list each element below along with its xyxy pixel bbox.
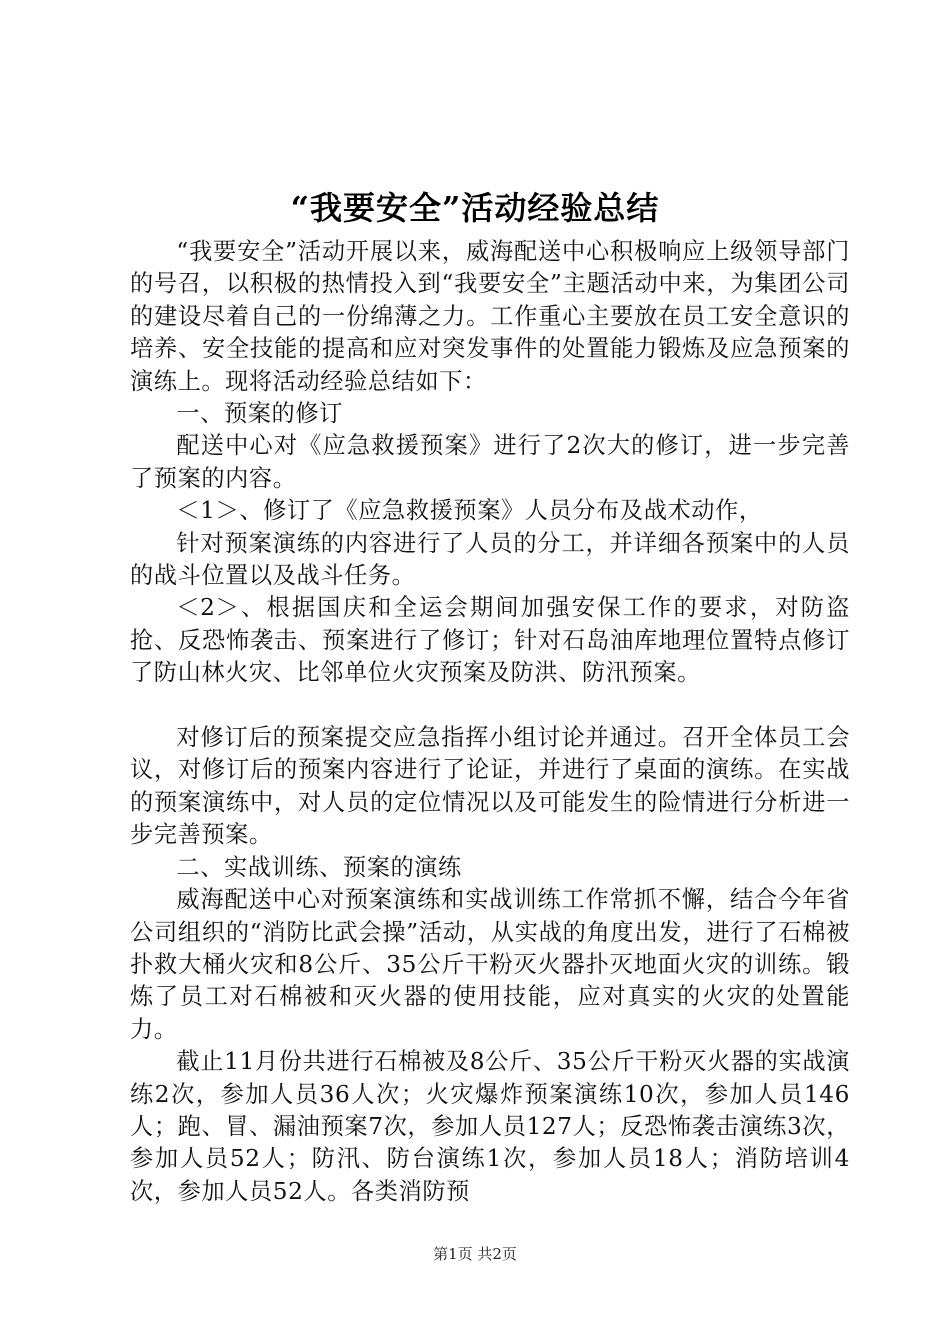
document-title: “我要安全”活动经验总结 [290,189,660,227]
paragraph: 截止11月份共进行石棉被及8公斤、35公斤干粉灭火器的实战演练2次，参加人员36人次；火灾爆炸预案演练10次，参加人员146人；跑、冒、漏油预案7次，参加人员127人；反恐怖袭击演练3次，参加人员52人；防汛、防台演练1次，参加人员18人；消防培训4次，参加人员52人。各类消防预 [130,1048,850,1205]
section-heading-2: 二、实战训练、预案的演练 [176,853,462,881]
paragraph: ＜1＞、修订了《应急救援预案》人员分布及战术动作， [176,497,763,525]
document-body [130,236,850,1208]
page-footer: 第1页 共2页 [433,1245,517,1263]
paragraph: 针对预案演练的内容进行了人员的分工，并详细各预案中的人员的战斗位置以及战斗任务。 [130,529,850,590]
section-heading-1: 一、预案的修订 [176,400,343,428]
paragraph: ＜2＞、根据国庆和全运会期间加强安保工作的要求，对防盗抢、反恐怖袭击、预案进行了修订；针对石岛油库地理位置特点修订了防山林火灾、比邻单位火灾预案及防洪、防汛预案。 [130,594,850,687]
paragraph: 威海配送中心对预案演练和实战训练工作常抓不懈，结合今年省公司组织的“消防比武会操”活动，从实战的角度出发，进行了石棉被扑救大桶火灾和8公斤、35公斤干粉灭火器扑灭地面火灾的训练。锻炼了员工对石棉被和灭火器的使用技能，应对真实的火灾的处置能力。 [130,886,850,1043]
paragraph: 对修订后的预案提交应急指挥小组讨论并通过。召开全体员工会议，对修订后的预案内容进行了论证，并进行了桌面的演练。在实战的预案演练中，对人员的定位情况以及可能发生的险情进行分析进一步完善预案。 [130,724,850,849]
paragraph-intro: “我要安全”活动开展以来，威海配送中心积极响应上级领导部门的号召，以积极的热情投入到“我要安全”主题活动中来，为集团公司的建设尽着自己的一份绵薄之力。工作重心主要放在员工安全意识的培养、安全技能的提高和应对突发事件的处置能力锻炼及应急预案的演练上。现将活动经验总结如下： [130,238,850,395]
paragraph: 配送中心对《应急救援预案》进行了2次大的修订，进一步完善了预案的内容。 [130,432,850,492]
